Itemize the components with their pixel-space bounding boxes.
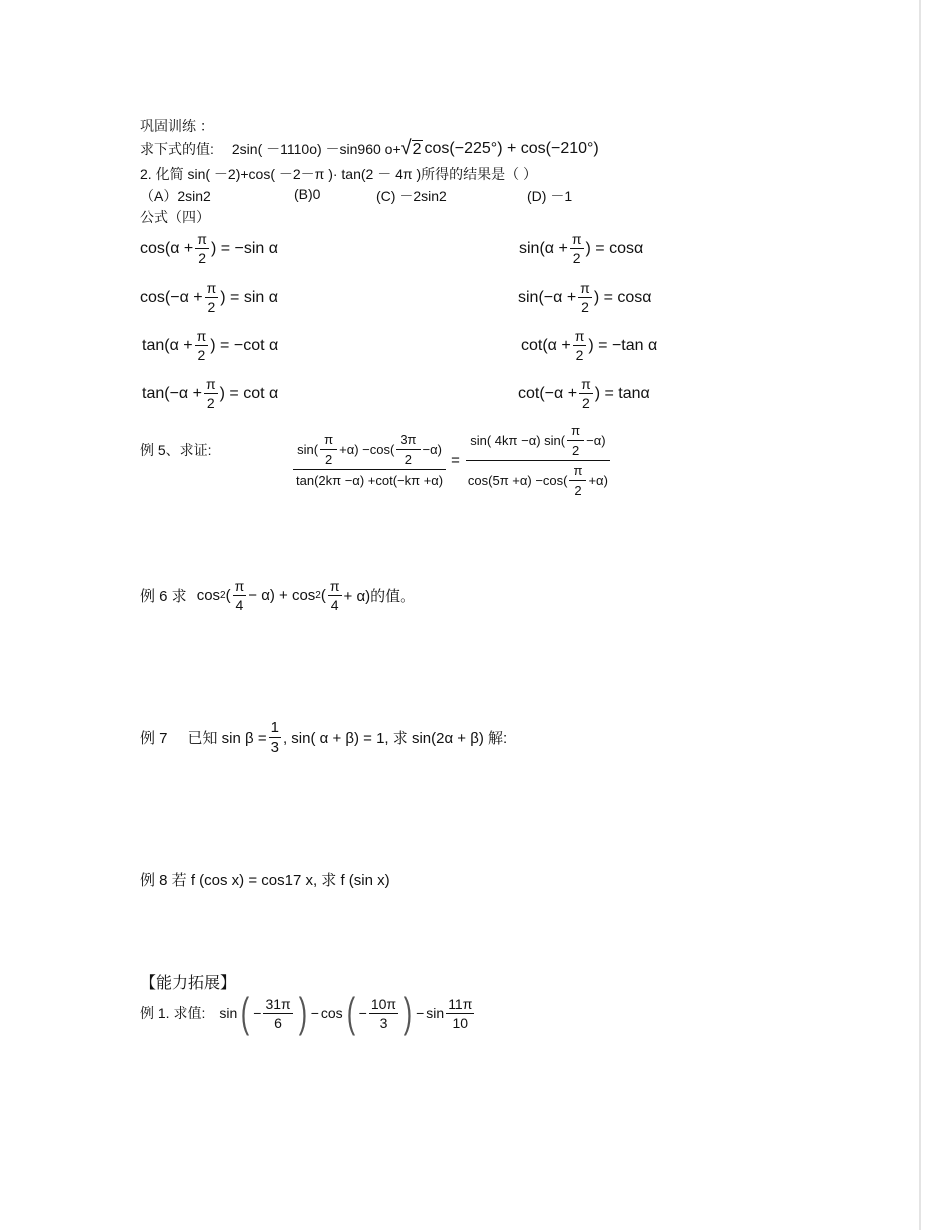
- denominator: 2: [581, 299, 589, 315]
- formula-text: cos(5π +α) −cos(: [467, 473, 568, 488]
- left-paren: (: [346, 989, 355, 1036]
- example-7-label: 例 7: [140, 730, 168, 747]
- formula-text: ) = cot α: [219, 384, 279, 402]
- extension-example-1: [140, 989, 476, 1036]
- numerator: π: [196, 328, 207, 344]
- formula-text: , sin( α + β) = 1, 求 sin(2α + β) 解:: [282, 730, 508, 747]
- formula-text: cos: [320, 1005, 343, 1021]
- exercise-1-label: 求下式的值:: [140, 140, 214, 157]
- fraction: [570, 232, 584, 265]
- numerator: π: [567, 424, 584, 441]
- section-heading: 巩固训练 ：: [140, 118, 214, 134]
- formula-left-4: [142, 377, 278, 410]
- formula-text: cos(α +: [140, 239, 194, 257]
- rhs-denominator: [464, 461, 612, 497]
- denominator: 2: [572, 443, 580, 458]
- minus-sign: −: [310, 1005, 319, 1021]
- choice-d: (D) －1: [527, 188, 573, 204]
- formula-text: sin: [426, 1005, 445, 1021]
- formula-text: ) = −cot α: [210, 336, 279, 354]
- formula-text: 已知 sin β =: [187, 730, 267, 747]
- formula-text: cot(−α +: [518, 384, 578, 402]
- formula-text: + α)的值。: [343, 588, 416, 605]
- denominator: 2: [572, 250, 581, 266]
- formula-text: tan(2kπ −α) +cot(−kπ +α): [296, 473, 444, 488]
- minus-sign: −: [253, 1005, 262, 1021]
- choice-c: (C) －2sin2: [376, 188, 447, 204]
- fraction: [328, 579, 342, 612]
- denominator: 2: [404, 452, 413, 467]
- formula-text: tan(α +: [142, 336, 193, 354]
- numerator: 11π: [448, 995, 473, 1012]
- fraction: [320, 433, 337, 466]
- denominator: 2: [197, 347, 206, 363]
- left-paren: (: [241, 989, 250, 1036]
- denominator: 6: [274, 1014, 282, 1031]
- denominator: 2: [582, 395, 590, 411]
- formula-text: −α): [586, 433, 606, 448]
- denominator: 4: [235, 597, 244, 613]
- formula-text: sin(α +: [519, 239, 568, 257]
- formula-text: ) = sin α: [220, 288, 278, 306]
- denominator: 3: [379, 1014, 388, 1031]
- numerator: π: [329, 578, 340, 594]
- denominator: 2: [206, 395, 215, 411]
- fraction: [573, 329, 587, 362]
- numerator: 3π: [396, 433, 420, 450]
- formula-text: (: [320, 587, 326, 604]
- numerator: π: [580, 280, 590, 296]
- fraction: [569, 464, 586, 497]
- right-paren: ): [403, 989, 413, 1036]
- sqrt-symbol: √ 2: [400, 137, 422, 159]
- formula-left-1: [140, 232, 278, 265]
- formula-text: (: [225, 587, 231, 604]
- exercise-2-text: 2. 化简 sin( －2)+cos( －2－π )· tan(2 － 4π )所得的结果是（ ）: [140, 166, 537, 182]
- extension-title: 【能力拓展】: [140, 975, 237, 992]
- exponent: 2: [315, 590, 321, 601]
- formula-text: cos(−α +: [140, 288, 203, 306]
- fraction: [269, 720, 281, 755]
- formula-text: ) = −sin α: [210, 239, 278, 257]
- rhs-numerator: [466, 424, 609, 461]
- equals-sign: =: [451, 452, 460, 469]
- example-8: 例 8 若 f (cos x) = cos17 x, 求 f (sin x): [140, 872, 390, 889]
- denominator: 2: [325, 452, 333, 467]
- numerator: 10π: [370, 995, 397, 1012]
- formula-left-2: [140, 281, 278, 314]
- formula-right-3: [521, 329, 657, 362]
- formula-text: cos: [196, 587, 221, 604]
- extension-example-1-label: 例 1. 求值:: [140, 1005, 206, 1021]
- exponent: 2: [220, 590, 226, 601]
- formula-title: 公式（四）: [140, 209, 210, 225]
- fraction: [205, 281, 219, 314]
- formula-text: −α): [422, 442, 442, 457]
- numerator: π: [206, 280, 217, 296]
- exercise-1-part2: cos(−225°) + cos(−210°): [424, 139, 599, 157]
- denominator: 10: [452, 1014, 469, 1031]
- fraction: [195, 232, 209, 265]
- choice-b: (B)0: [294, 186, 321, 202]
- numerator: π: [197, 231, 207, 247]
- formula-right-1: [519, 232, 643, 265]
- fraction: [369, 997, 398, 1030]
- numerator: 31π: [265, 995, 291, 1012]
- formula-text: +α) −cos(: [339, 442, 395, 457]
- right-paren: ): [298, 989, 307, 1036]
- formula-text: tan(−α +: [142, 384, 202, 402]
- minus-sign: −: [358, 1005, 367, 1021]
- formula-text: sin( 4kπ −α) sin(: [470, 433, 566, 448]
- exercise-1: [140, 138, 599, 159]
- numerator: π: [571, 231, 582, 247]
- fraction: [579, 377, 593, 410]
- numerator: π: [320, 433, 337, 450]
- numerator: 1: [270, 719, 279, 736]
- fraction: [567, 424, 584, 457]
- minus-sign: −: [416, 1005, 425, 1021]
- fraction: [263, 997, 292, 1030]
- formula-right-2: [518, 281, 652, 314]
- formula-text: sin: [219, 1005, 238, 1021]
- denominator: 2: [207, 299, 216, 315]
- example-7: [140, 720, 507, 755]
- fraction: [204, 377, 218, 410]
- fraction: [195, 329, 209, 362]
- numerator: π: [581, 376, 591, 392]
- formula-left-3: [142, 329, 278, 362]
- fraction: [396, 433, 420, 466]
- numerator: π: [205, 376, 216, 392]
- page-edge: [919, 0, 921, 1230]
- example-5-label: 例 5、求证:: [140, 442, 212, 458]
- example-6-label: 例 6 求: [140, 588, 187, 605]
- example-6: [140, 579, 415, 612]
- denominator: 4: [330, 597, 339, 613]
- denominator: 3: [270, 739, 279, 756]
- example-5-equation: [292, 424, 612, 497]
- fraction: [578, 281, 592, 314]
- numerator: π: [569, 464, 586, 481]
- formula-right-4: [518, 377, 650, 410]
- denominator: 2: [575, 347, 584, 363]
- lhs-numerator: [293, 433, 446, 470]
- fraction: [446, 997, 474, 1030]
- formula-text: sin(−α +: [518, 288, 577, 306]
- lhs-fraction: [292, 433, 447, 488]
- choice-a: （A）2sin2: [140, 188, 211, 204]
- formula-text: ) = tanα: [594, 384, 650, 402]
- formula-text: ) = cosα: [593, 288, 652, 306]
- formula-text: cot(α +: [521, 336, 571, 354]
- formula-text: ) = −tan α: [588, 336, 658, 354]
- denominator: 2: [574, 483, 582, 498]
- fraction: [233, 579, 247, 612]
- formula-text: − α) + cos: [248, 587, 316, 604]
- formula-text: sin(: [297, 442, 319, 457]
- lhs-denominator: [292, 470, 447, 488]
- formula-text: ) = cosα: [585, 239, 644, 257]
- sqrt-value: 2: [412, 141, 422, 158]
- rhs-fraction: [464, 424, 612, 497]
- denominator: 2: [198, 250, 206, 266]
- numerator: π: [574, 328, 585, 344]
- numerator: π: [234, 578, 245, 594]
- formula-text: +α): [588, 473, 608, 488]
- exercise-1-part1: 2sin( －1110o) －sin960 o+: [231, 140, 401, 157]
